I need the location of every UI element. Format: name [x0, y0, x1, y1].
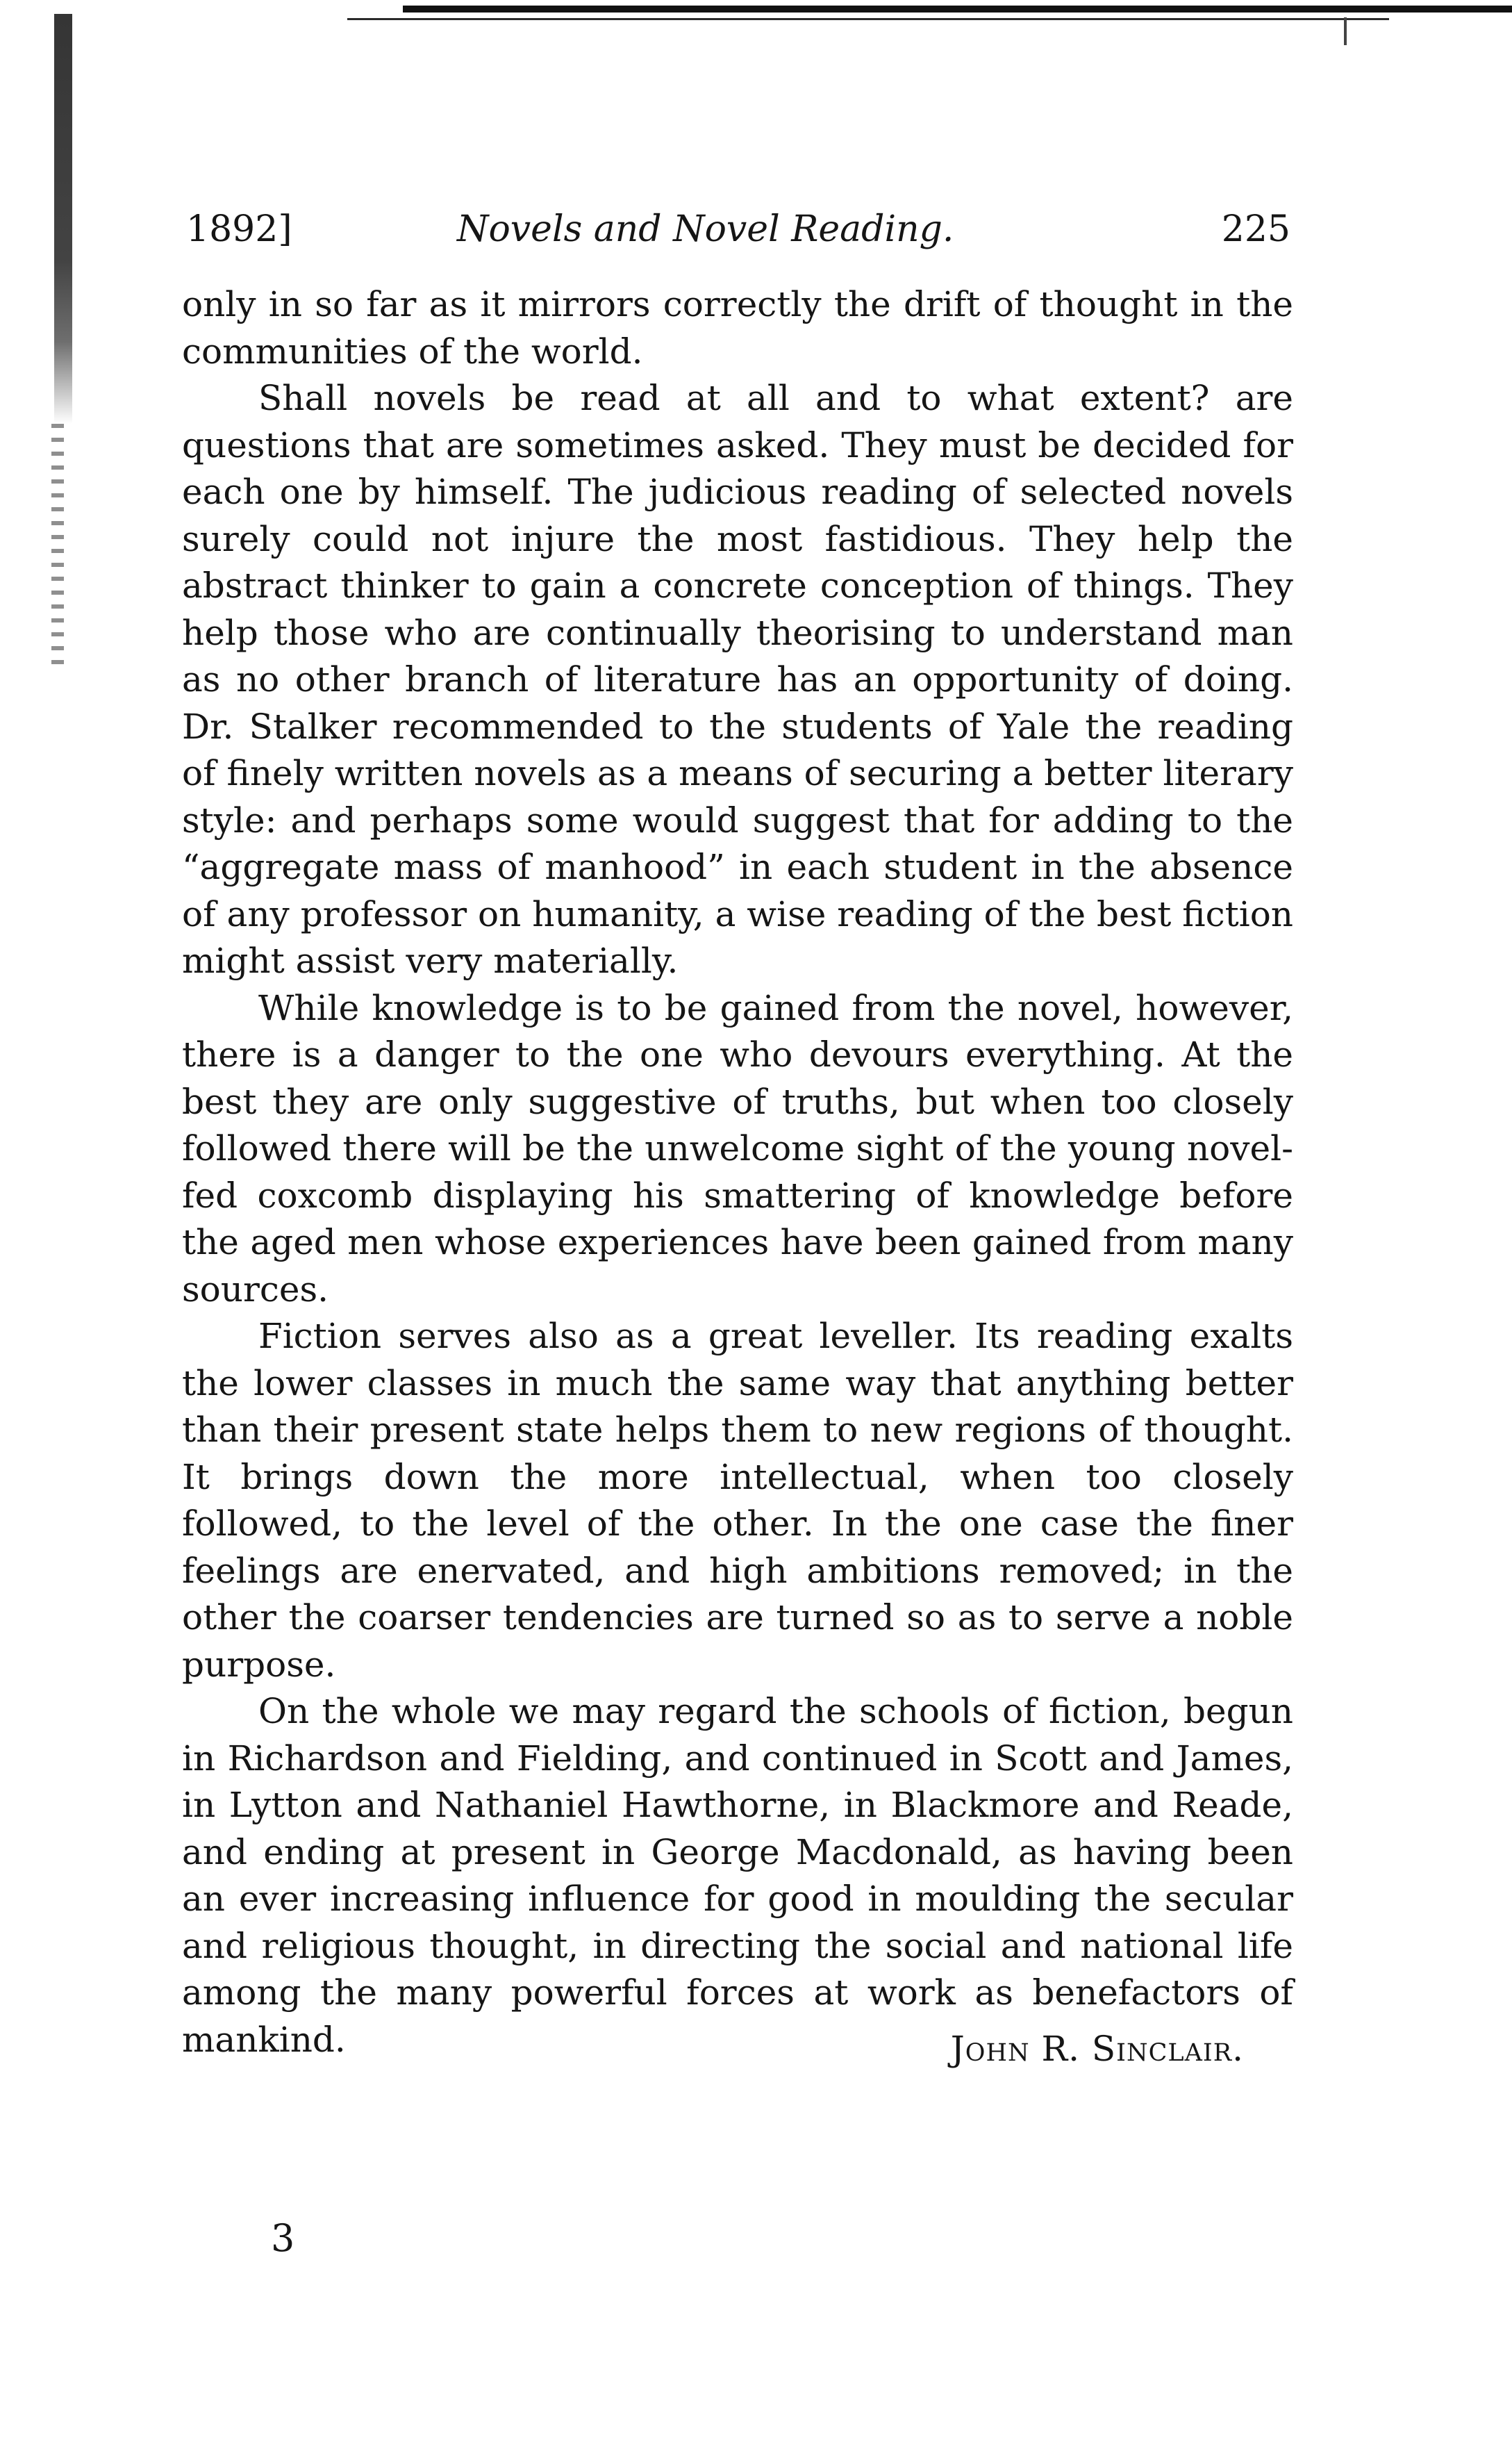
- paragraph: Fiction serves also as a great leveller. Its reading exalts the lower classes in much the same way that anything better than their present state helps them to new regions of thought. It brings down the more intellectual, when too closely followed, to the level of the other. In the one case the finer feelings are enervated, and high ambitions removed; in the other the coarser tendencies are turned so as to serve a noble purpose.: [182, 1316, 1293, 1685]
- paragraph: While knowledge is to be gained from the novel, however, there is a danger to the one who devours everything. At the best they are only suggestive of truths, but when too closely followed there will be the unwelcome sight of the young novel-fed coxcomb displaying his smattering of knowledge before the aged men whose experiences have been gained from many sources.: [182, 987, 1293, 1310]
- top-edge-rule: [403, 6, 1512, 13]
- binding-shadow-lower: [51, 424, 64, 674]
- stray-scan-mark: [1344, 17, 1347, 45]
- page-number: 225: [1221, 208, 1290, 250]
- printer-signature-mark: 3: [271, 2216, 295, 2260]
- top-edge-thin-rule: [347, 18, 1389, 20]
- header-year: 1892]: [186, 208, 292, 250]
- paragraph: Shall novels be read at all and to what extent? are questions that are sometimes asked. They must be decided for each one by himself. The judicious reading of selected novels surely could not injure the most fastidious. They help the abstract thinker to gain a concrete conception of things. They help those who are continually theorising to understand man as no other branch of literature has an opportunity of doing. Dr. Stalker recommended to the students of Yale the reading of finely written novels as a means of securing a better literary style: and perhaps some would suggest that for adding to the “aggregate mass of manhood” in each student in the absence of any professor on humanity, a wise reading of the best fiction might assist very materially.: [182, 378, 1293, 981]
- binding-shadow: [54, 14, 72, 424]
- header-title: Novels and Novel Reading.: [457, 208, 954, 250]
- author-signature: John R. Sinclair.: [950, 2029, 1244, 2069]
- running-header: [186, 208, 1290, 264]
- paragraph-continued: only in so far as it mirrors correctly the drift of thought in the communities of the world.: [182, 284, 1293, 372]
- paragraph: On the whole we may regard the schools of fiction, begun in Richardson and Fielding, and continued in Scott and James, in Lytton and Nathaniel Hawthorne, in Blackmore and Reade, and ending at present in George Macdonald, as having been an ever increasing influence for good in moulding the secular and religious thought, in directing the social and national life among the many powerful forces at work as benefactors of mankind.: [182, 1691, 1293, 2060]
- article-body: [182, 281, 1293, 2063]
